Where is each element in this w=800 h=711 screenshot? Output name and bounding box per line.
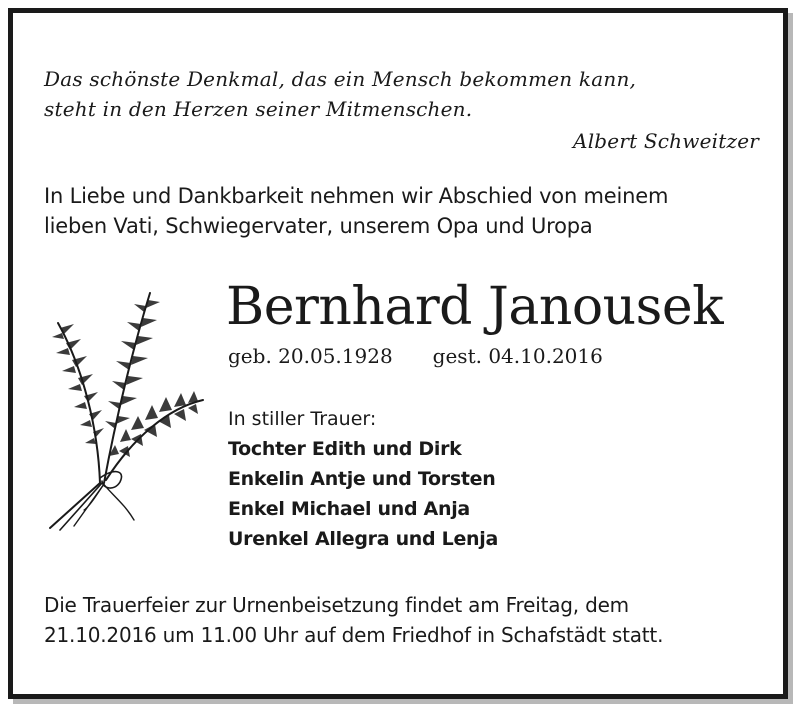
life-dates [228,341,603,371]
intro-line: lieben Vati, Schwiegervater, unserem Opa und Uropa [44,214,593,238]
mourner-name: Tochter Edith und Dirk [228,438,462,460]
birth-date: geb. 20.05.1928 [228,344,393,368]
quote-line: steht in den Herzen seiner Mitmenschen. [44,97,473,121]
mourners-block [228,404,498,554]
intro-line: In Liebe und Dankbarkeit nehmen wir Abschied von meinem [44,184,669,208]
mourner-name: Enkelin Antje und Torsten [228,468,496,490]
ceremony-line: Die Trauerfeier zur Urnenbeisetzung findet am Freitag, dem [44,593,629,617]
quote-author: Albert Schweitzer [573,129,759,153]
farewell-intro [44,181,764,241]
mourners-heading: In stiller Trauer: [228,408,377,430]
death-date: gest. 04.10.2016 [432,344,603,368]
ceremony-details [44,590,769,650]
mourner-name: Urenkel Allegra und Lenja [228,528,498,550]
quote-line: Das schönste Denkmal, das ein Mensch bekommen kann, [44,67,637,91]
fern-bouquet-icon [38,288,213,533]
memorial-quote [44,64,759,156]
ceremony-line: 21.10.2016 um 11.00 Uhr auf dem Friedhof in Schafstädt statt. [44,623,664,647]
deceased-name: Bernhard Janousek [226,277,724,337]
mourner-name: Enkel Michael und Anja [228,498,470,520]
